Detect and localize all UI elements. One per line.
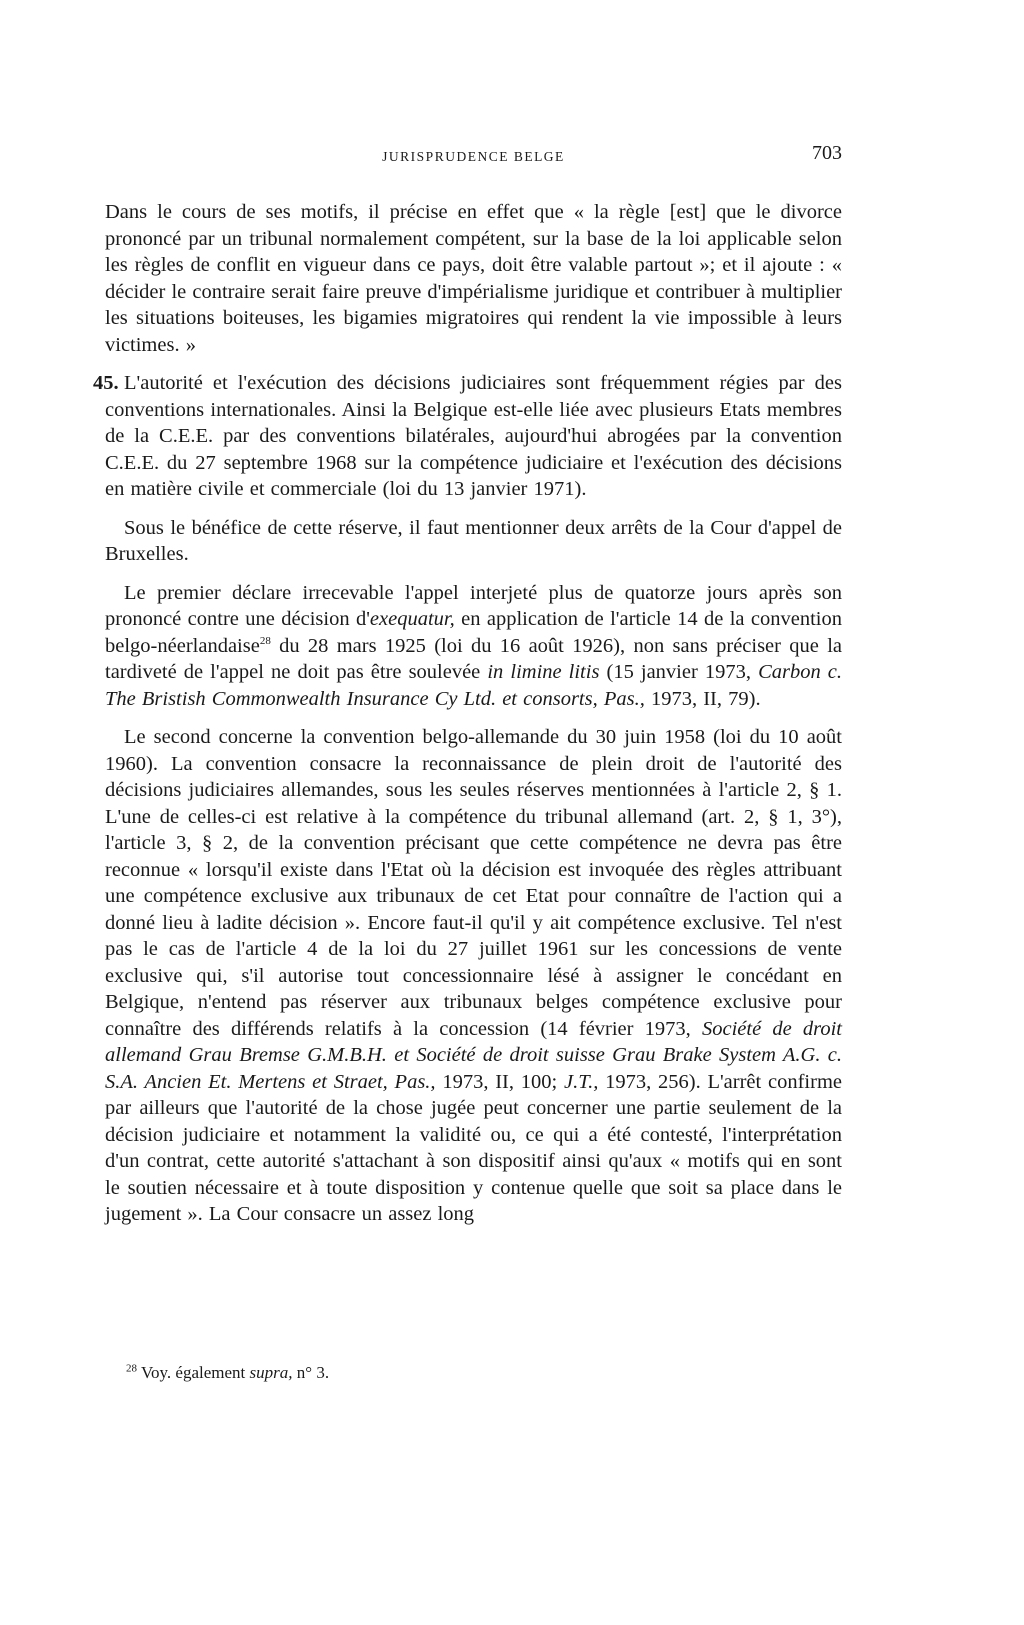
paragraph-45: [93, 370, 842, 503]
text-run: Voy. également: [137, 1363, 250, 1382]
text-run: Le second concerne la convention belgo-allemande du 30 juin 1958 (loi du 10 août 1960). La convention consacre la reconnaissance de plein droit de l'autorité des décisions judiciaires allemandes, sous les seules réserves mentionnées à l'article 2, § 1. L'une de celles-ci est relative à la compétence du tribunal allemand (art. 2, § 1, 3°), l'article 3, § 2, de la convention précisant que cette compétence ne devra pas être reconnue « lorsqu'il existe dans l'Etat où la décision est invoquée des règles attribuant une compétence exclusive aux tribunaux de cet Etat pour connaître de l'action qui a donné lieu à ladite décision ». Encore faut-il qu'il y ait compétence exclusive. Tel n'est pas le cas de l'article 4 de la loi du 27 juillet 1961 sur les concessions de vente exclusive qui, s'il autorise tout concessionnaire lésé à assigner le concédant en Belgique, n'entend pas réserver aux tribunaux belges compétence exclusive pour connaître des différends relatifs à la concession (14 février 1973,: [105, 726, 842, 1040]
case-citation: Société de droit allemand Grau Bremse G.M.B.H. et Société de droit suisse Grau Brake System A.G. c. S.A. Ancien Et. Mertens et Straet, Pas.,: [105, 1017, 842, 1093]
italic-run: exequatur,: [369, 608, 455, 630]
paragraph-second-arret: [105, 724, 842, 1228]
paragraph-reserve: Sous le bénéfice de cette réserve, il faut mentionner deux arrêts de la Cour d'appel de Bruxelles.: [105, 516, 842, 565]
text-run: du 28 mars 1925 (loi du 16 août 1926), non sans préciser que la tardiveté de l'appel ne doit pas être soulevée: [105, 634, 842, 683]
text-run: 1973, 256). L'arrêt confirme par ailleurs que l'autorité de la chose jugée peut concerner une partie seulement de la décision judiciaire et notamment la validité ou, ce qui a été contesté, l'interprétation d'un contrat, cette autorité s'attachant à son dispositif ainsi qu'aux « motifs qui en sont le soutien nécessaire et à toute disposition y contenue quelle que soit sa place dans le jugement ». La Cour consacre un assez long: [105, 1070, 842, 1225]
italic-run: in limine litis: [487, 661, 600, 683]
text-run: Le premier déclare irrecevable l'appel interjeté plus de quatorze jours après son prononcé contre une décision d': [105, 581, 842, 630]
body-text: [93, 199, 843, 1228]
text-run: n° 3.: [292, 1363, 330, 1382]
page-header: [105, 142, 842, 172]
paragraph-premier-arret: [105, 580, 842, 713]
text-run: (15 janvier 1973,: [599, 661, 759, 683]
paragraph-number: 45.: [93, 372, 119, 394]
case-citation: Carbon c. The Bristish Commonwealth Insurance Cy Ltd. et consorts, Pas.,: [105, 661, 842, 710]
page-number: 703: [812, 142, 842, 164]
italic-run: J.T.,: [563, 1070, 599, 1093]
paragraph-45-text: L'autorité et l'exécution des décisions judiciaires sont fréquemment régies par des conventions internationales. Ainsi la Belgique est-elle liée avec plusieurs Etats membres de la C.E.E. par des conventions bilatérales, aujourd'hui abrogées par la convention C.E.E. du 27 septembre 1968 sur la compétence judiciaire et l'exécution des décisions en matière civile et commerciale (loi du 13 janvier 1971).: [105, 372, 842, 500]
footnote-number: 28: [126, 1362, 137, 1375]
running-title: JURISPRUDENCE BELGE: [382, 149, 565, 164]
footnote: [126, 1363, 329, 1383]
text-run: en application de l'article 14 de la convention belgo-néerlandaise: [105, 608, 842, 657]
text-run: 1973, II, 100;: [435, 1070, 564, 1093]
italic-run: supra,: [249, 1363, 293, 1382]
text-run: 1973, II, 79).: [644, 687, 761, 710]
paragraph-continuation: Dans le cours de ses motifs, il précise en effet que « la règle [est] que le divorce prononcé par un tribunal normalement compétent, sur la base de la loi applicable selon les règles de conflit en vigueur dans ce pays, doit être valable partout »; et il ajoute : « décider le contraire serait faire preuve d'impérialisme juridique et contribuer à multiplier les situations boiteuses, les bigamies migratoires qui rendent la vie impossible à leurs victimes. »: [105, 201, 843, 356]
footnote-reference: 28: [259, 634, 271, 647]
